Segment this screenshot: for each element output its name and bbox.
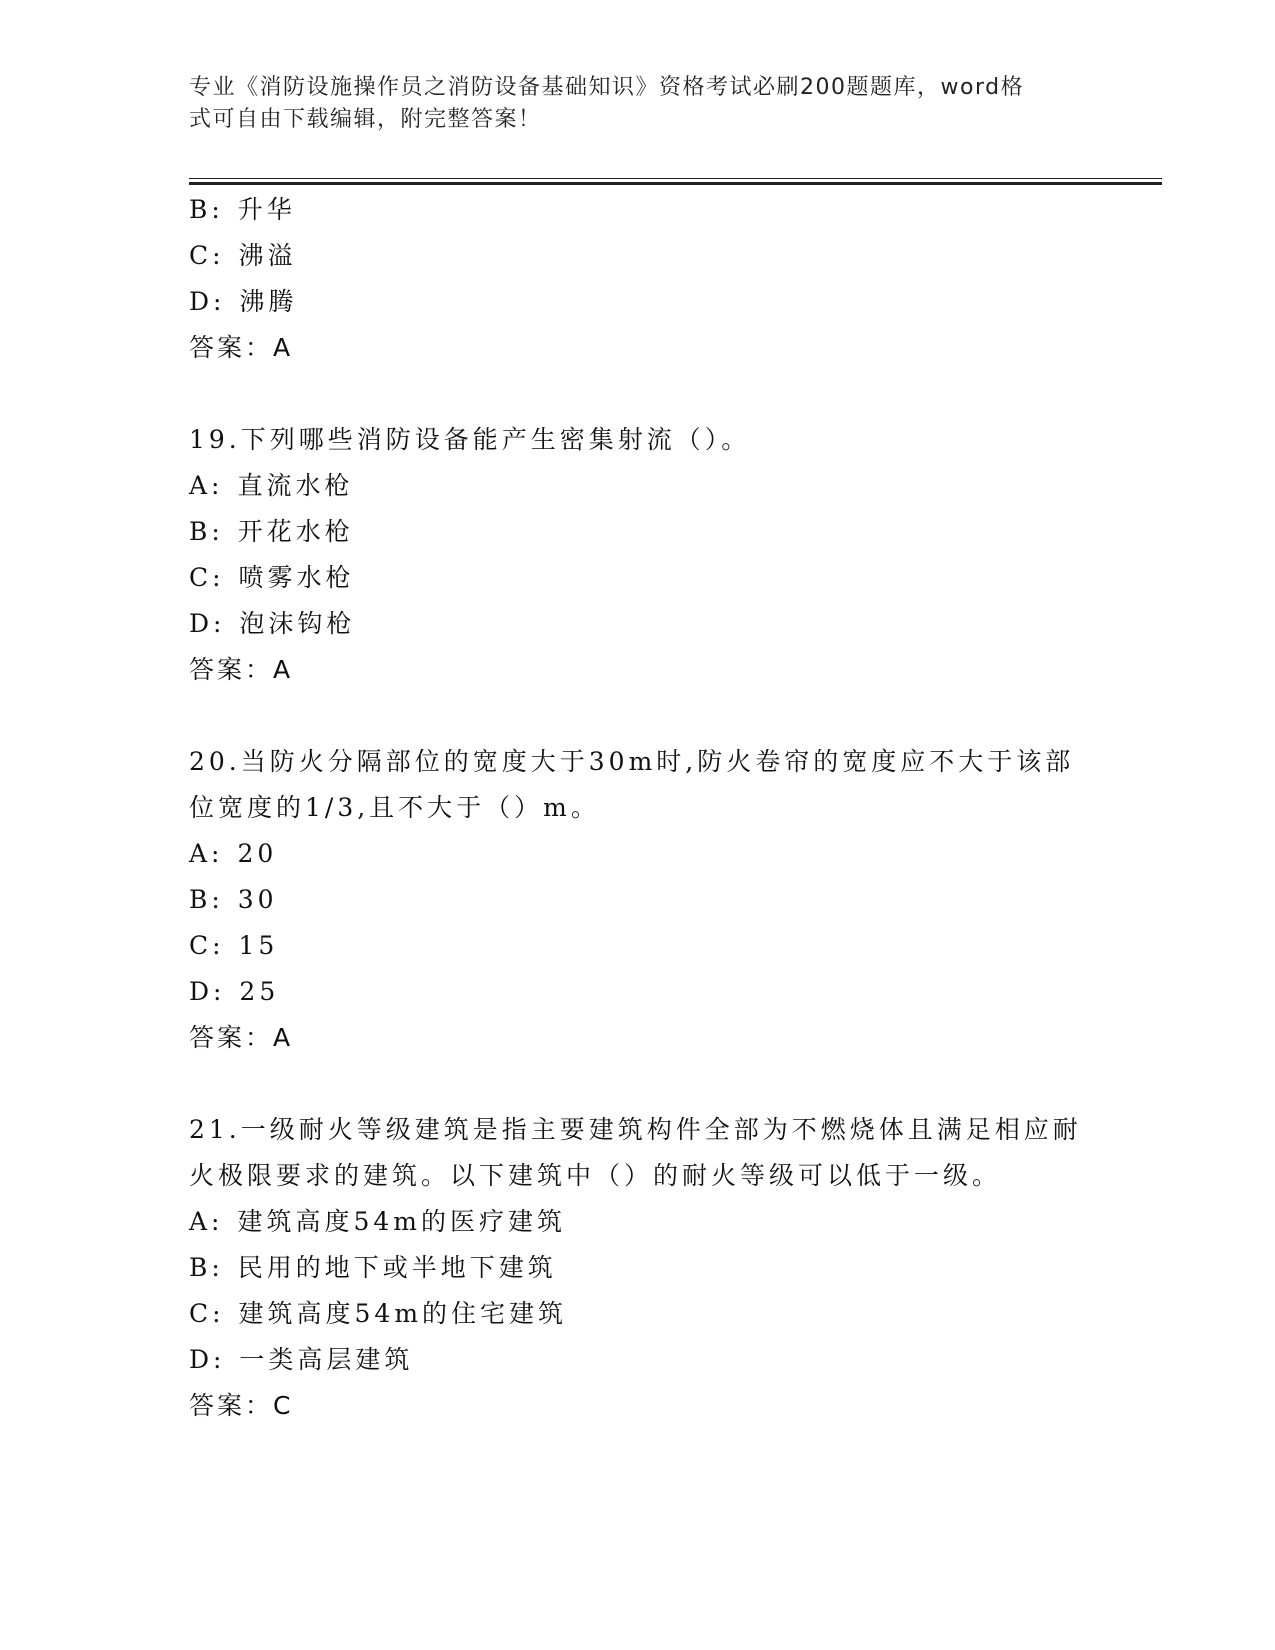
option-b (189, 877, 1089, 923)
option-a (189, 831, 1089, 877)
header-divider-thin (189, 178, 1162, 179)
question-stem (189, 417, 1089, 463)
option-b (189, 1245, 1089, 1291)
option-letter: D: (189, 977, 226, 1006)
header-divider-thick (189, 182, 1162, 185)
option-letter: B: (189, 195, 224, 224)
question-18-continued (189, 187, 1089, 371)
question-list (189, 187, 1089, 1429)
option-text: 25 (239, 977, 280, 1006)
question-stem (189, 1107, 1089, 1199)
option-text: 民用的地下或半地下建筑 (237, 1253, 557, 1282)
option-c (189, 555, 1089, 601)
option-a (189, 1199, 1089, 1245)
document-header (189, 72, 1069, 136)
option-letter: A: (189, 1207, 224, 1236)
option-text: 沸溢 (238, 241, 297, 270)
option-b (189, 187, 1089, 233)
option-text: 升华 (237, 195, 296, 224)
option-a (189, 463, 1089, 509)
option-letter: A: (189, 471, 224, 500)
question-20 (189, 739, 1089, 1061)
option-letter: C: (189, 241, 225, 270)
option-d (189, 279, 1089, 325)
option-d (189, 969, 1089, 1015)
option-text: 建筑高度54m的住宅建筑 (238, 1299, 568, 1328)
question-stem-line: 火极限要求的建筑。以下建筑中（）的耐火等级可以低于一级。 (189, 1161, 1002, 1190)
question-stem (189, 739, 1089, 831)
option-text: 开花水枪 (237, 517, 354, 546)
option-c (189, 233, 1089, 279)
question-19 (189, 417, 1089, 693)
answer-line: 答案：A (189, 655, 294, 684)
answer-line: 答案：C (189, 1391, 294, 1420)
option-letter: C: (189, 931, 225, 960)
question-stem-line: 21.一级耐火等级建筑是指主要建筑构件全部为不燃烧体且满足相应耐 (189, 1115, 1082, 1144)
option-text: 喷雾水枪 (238, 563, 355, 592)
option-text: 一类高层建筑 (239, 1345, 414, 1374)
header-line-1: 专业《消防设施操作员之消防设备基础知识》资格考试必刷200题题库，word格 (189, 75, 1025, 100)
option-d (189, 1337, 1089, 1383)
option-letter: B: (189, 517, 224, 546)
option-d (189, 601, 1089, 647)
option-b (189, 509, 1089, 555)
option-text: 20 (237, 839, 278, 868)
option-c (189, 923, 1089, 969)
option-text: 15 (238, 931, 279, 960)
answer-line: 答案：A (189, 333, 294, 362)
spacer (189, 693, 1089, 739)
option-letter: C: (189, 563, 225, 592)
option-text: 30 (237, 885, 278, 914)
option-letter: B: (189, 885, 224, 914)
option-letter: A: (189, 839, 224, 868)
spacer (189, 371, 1089, 417)
option-letter: D: (189, 287, 226, 316)
option-text: 泡沫钩枪 (239, 609, 356, 638)
question-stem-line: 位宽度的1/3,且不大于（）m。 (189, 793, 600, 822)
spacer (189, 1061, 1089, 1107)
option-text: 直流水枪 (237, 471, 354, 500)
option-letter: B: (189, 1253, 224, 1282)
option-letter: C: (189, 1299, 225, 1328)
question-stem-line: 19.下列哪些消防设备能产生密集射流（）。 (189, 425, 751, 454)
question-stem-line: 20.当防火分隔部位的宽度大于30m时,防火卷帘的宽度应不大于该部 (189, 747, 1075, 776)
question-21 (189, 1107, 1089, 1429)
option-text: 沸腾 (239, 287, 298, 316)
option-c (189, 1291, 1089, 1337)
option-letter: D: (189, 609, 226, 638)
option-letter: D: (189, 1345, 226, 1374)
option-text: 建筑高度54m的医疗建筑 (237, 1207, 566, 1236)
answer-line: 答案：A (189, 1023, 294, 1052)
header-line-2: 式可自由下载编辑，附完整答案！ (189, 107, 542, 132)
